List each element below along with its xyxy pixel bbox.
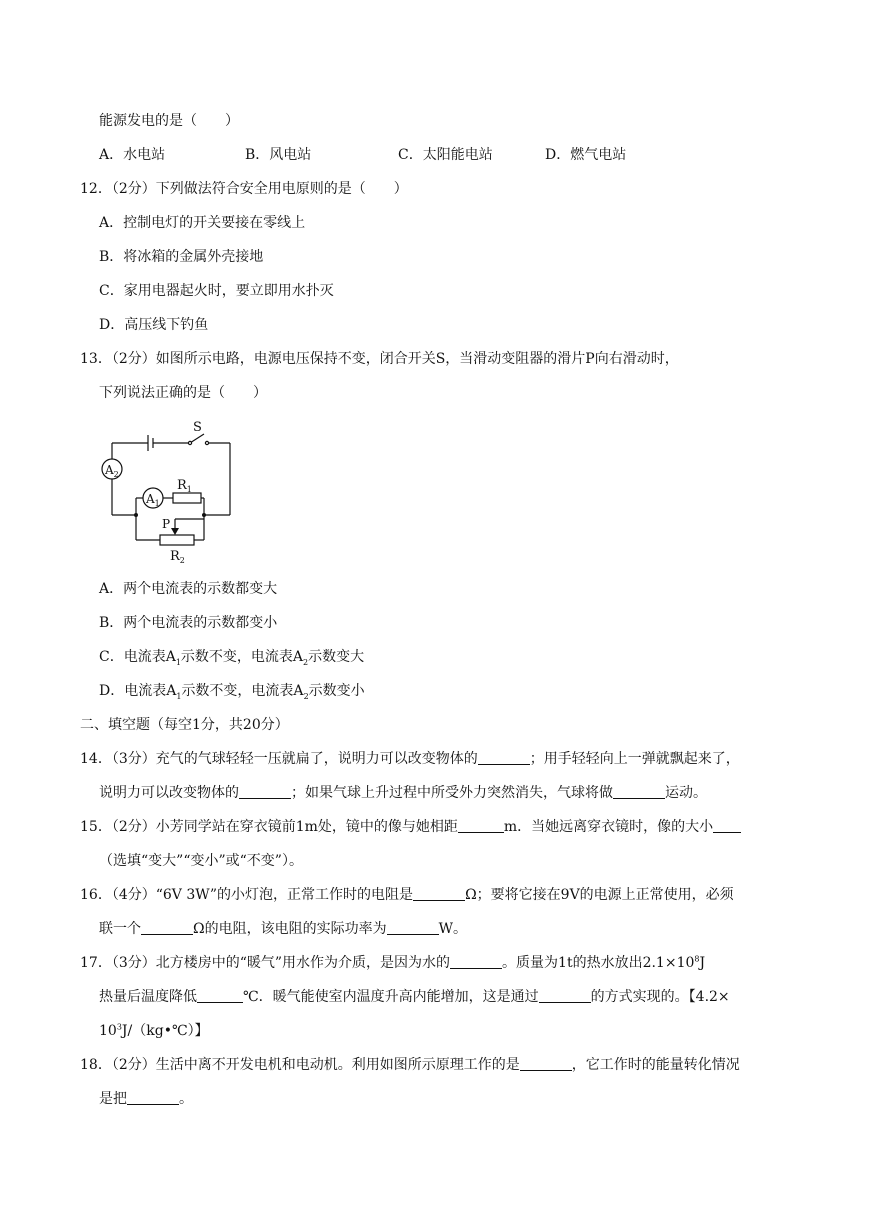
q12-option-a: A．控制电灯的开关要接在零线上 [99,215,306,231]
resistor-r1-label: R [177,478,187,493]
resistor-r1-subscript: 1 [186,485,192,494]
q11-option-d: D．燃气电站 [545,147,627,163]
q11-option-b: B．风电站 [245,147,312,163]
rheostat-r2-subscript: 2 [179,556,185,565]
q15-blank-1[interactable] [458,818,504,833]
q16-line1: 16．（4分）“6V 3W”的小灯泡，正常工作时的电阻是 Ω；要将它接在9V的电源上正常使用，必须 [80,887,734,903]
q15-blank-2[interactable] [713,818,741,833]
switch-label: S [193,420,202,435]
ammeter-a2-label: A [105,463,114,477]
q12-option-c: C．家用电器起火时，要立即用水扑灭 [99,283,334,299]
svg-text:A2 [104,463,119,479]
section-title-fill-in: 二、填空题（每空1分，共20分） [80,717,289,733]
q17-line2: 热量后温度降低 ℃．暖气能使室内温度升高内能增加，这是通过 的方式实现的。【4.2× [99,989,730,1005]
q18-line1: 18．（2分）生活中离不开发电机和电动机。利用如图所示原理工作的是 ，它工作时的能量转化情况 [80,1057,740,1073]
q17-blank-1[interactable] [450,954,502,969]
svg-text:R1 [177,478,192,494]
q15-line1: 15．（2分）小芳同学站在穿衣镜前1m处，镜中的像与她相距 m．当她远离穿衣镜时，像的大小 [80,817,741,837]
q11-stem-continuation: 能源发电的是（ ） [99,113,239,129]
q12-option-b: B．将冰箱的金属外壳接地 [99,249,264,265]
q13-stem-line1: 13．（2分）如图所示电路，电源电压保持不变，闭合开关S，当滑动变阻器的滑片P向右滑动时， [80,351,679,367]
q18-blank-2[interactable] [127,1090,179,1105]
q14-blank-2[interactable] [239,784,291,799]
q16-blank-1[interactable] [413,886,465,901]
q13-stem-line2: 下列说法正确的是（ ） [99,385,267,401]
q17-blank-2[interactable] [197,988,243,1003]
q11-option-a: A．水电站 [99,147,166,163]
svg-text:R2 [170,549,185,565]
q16-line2: 联一个 Ω的电阻，该电阻的实际功率为 W。 [99,921,467,937]
q12-option-d: D．高压线下钓鱼 [99,317,209,333]
q12-stem: 12．（2分）下列做法符合安全用电原则的是（ ） [80,181,408,197]
q13-option-d: D．电流表$A_1$示数不变，电流表$A_2$示数变小 [99,683,365,701]
q11-option-c: C．太阳能电站 [398,147,493,163]
ammeter-a2-subscript: 2 [113,470,119,479]
ammeter-a1-subscript: 1 [154,499,160,508]
q17-line1: 17．（3分）北方楼房中的“暖气”用水作为介质，是因为水的 。质量为1t的热水放出$2.1\times 10^8J$ [80,954,706,971]
q17-blank-3[interactable] [539,988,591,1003]
q13-option-c: C．电流表$A_1$示数不变，电流表$A_2$示数变大 [99,649,365,667]
q16-blank-2[interactable] [141,920,193,935]
q13-option-b: B．两个电流表的示数都变小 [99,615,278,631]
q13-circuit-diagram [96,418,246,568]
slider-label: P [162,517,171,531]
q17-line3: $10^3J/(kg•℃)$】 [99,1022,209,1039]
q18-blank-1[interactable] [520,1056,572,1071]
ammeter-a1-label: A [146,492,155,506]
q16-blank-3[interactable] [387,920,439,935]
q13-option-a: A．两个电流表的示数都变大 [99,581,278,597]
q14-line1: 14．（3分）充气的气球轻轻一压就扁了，说明力可以改变物体的 ；用手轻轻向上一弹就飘起来了， [80,751,740,767]
q15-line2: （选填“变大”“变小”或“不变”）。 [99,853,303,869]
q14-blank-3[interactable] [613,784,665,799]
q14-line2: 说明力可以改变物体的 ；如果气球上升过程中所受外力突然消失，气球将做 运动。 [99,785,707,801]
q18-line2: 是把 。 [99,1091,193,1107]
svg-text:A1 [145,492,160,508]
q14-blank-1[interactable] [478,750,530,765]
rheostat-r2-label: R [170,549,180,564]
